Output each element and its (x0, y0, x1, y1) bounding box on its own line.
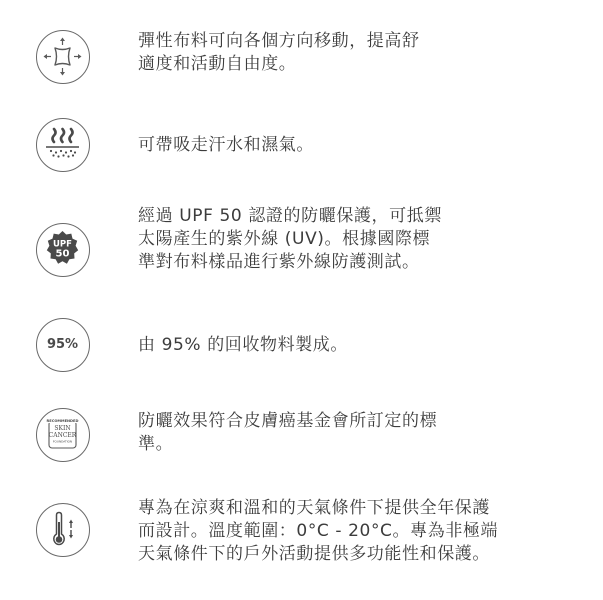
feature-text-upf: 經過 UPF 50 認證的防曬保護，可抵禦 太陽產生的紫外線 (UV)。根據國際標 準對布料樣品進行紫外線防護測試。 (138, 206, 442, 272)
temperature-range-icon (36, 503, 90, 557)
seal-top-text: RECOMMENDED (46, 418, 79, 423)
seal-line1-text: SKIN (54, 425, 71, 432)
feature-text-temperature: 專為在涼爽和溫和的天氣條件下提供全年保護 而設計。溫度範圍：0°C - 20°C。專為非極端 天氣條件下的戶外活動提供多功能性和保護。 (138, 498, 499, 564)
seal-line3-text: FOUNDATION (52, 439, 73, 444)
stretch-fabric-icon (36, 30, 90, 84)
feature-text-recycled: 由 95% 的回收物料製成。 (138, 335, 348, 355)
upf-badge-line2: 50 (55, 248, 70, 260)
upf-50-badge-icon (36, 223, 90, 277)
skin-cancer-foundation-seal-icon (36, 408, 90, 462)
feature-text-stretch: 彈性布料可向各個方向移動，提高舒 適度和活動自由度。 (138, 31, 420, 74)
feature-text-skin-cancer: 防曬效果符合皮膚癌基金會所訂定的標 準。 (138, 411, 438, 454)
recycled-percent-icon (36, 318, 90, 372)
seal-line2-text: CANCER (48, 432, 77, 439)
percent-label: 95% (46, 337, 79, 352)
upf-badge-line1: UPF (53, 239, 72, 250)
feature-text-moisture: 可帶吸走汗水和濕氣。 (138, 135, 314, 155)
moisture-wicking-icon (36, 118, 90, 172)
